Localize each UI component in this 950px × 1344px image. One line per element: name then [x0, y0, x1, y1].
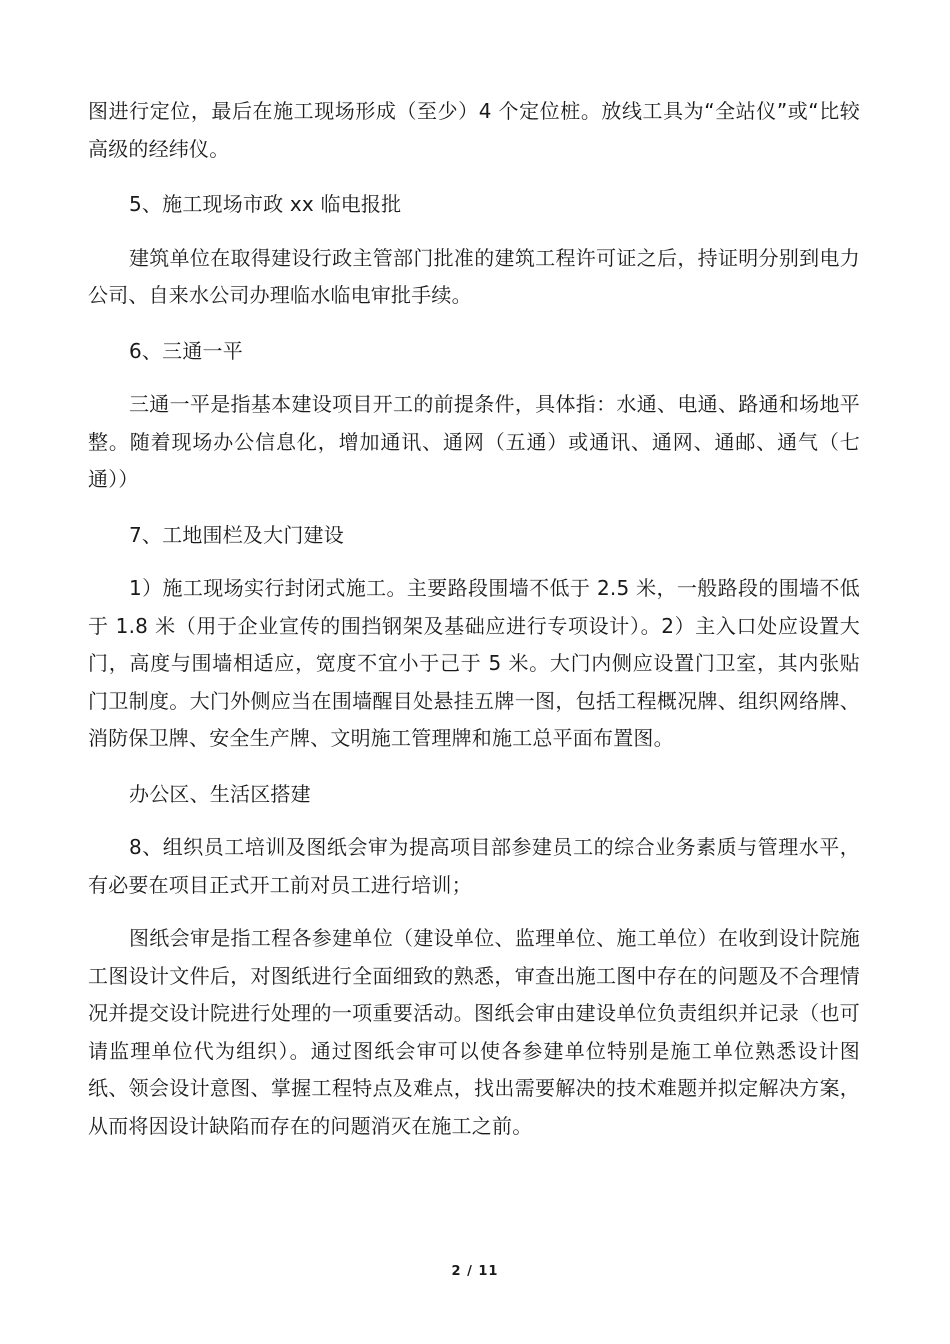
paragraph-three-connections: 三通一平是指基本建设项目开工的前提条件，具体指：水通、电通、路通和场地平整。随着现场办公信息化，增加通讯、通网（五通）或通讯、通网、通邮、通气（七通）） — [88, 392, 860, 491]
page-number: 2 / 11 — [451, 1264, 499, 1279]
document-body — [88, 93, 860, 1145]
section-heading-5: 5、施工现场市政 xx 临电报批 — [129, 192, 402, 216]
paragraph-fence-gate: 1）施工现场实行封闭式施工。主要路段围墙不低于 2.5 米，一般路段的围墙不低于 1.8 米（用于企业宣传的围挡钢架及基础应进行专项设计）。2）主入口处应设置大门，高度与围墙相适应，宽度不宜小于己于 5 米。大门内侧应设置门卫室，其内张贴门卫制度。大门外侧应当在围墙醒目处悬挂五牌一图，包括工程概况牌、组织网络牌、消防保卫牌、安全生产牌、文明施工管理牌和施工总平面布置图。 — [88, 576, 860, 750]
section-heading-office-area: 办公区、生活区搭建 — [129, 781, 311, 806]
paragraph-utility-approval: 建筑单位在取得建设行政主管部门批准的建筑工程许可证之后，持证明分别到电力公司、自来水公司办理临水临电审批手续。 — [88, 245, 860, 307]
paragraph-drawing-review: 图纸会审是指工程各参建单位（建设单位、监理单位、施工单位）在收到设计院施工图设计文件后，对图纸进行全面细致的熟悉，审查出施工图中存在的问题及不合理情况并提交设计院进行处理的一项重要活动。图纸会审由建设单位负责组织并记录（也可请监理单位代为组织）。通过图纸会审可以使各参建单位特别是施工单位熟悉设计图纸、领会设计意图、掌握工程特点及难点，找出需要解决的技术难题并拟定解决方案，从而将因设计缺陷而存在的问题消灭在施工之前。 — [88, 926, 860, 1138]
section-heading-6: 6、三通一平 — [129, 338, 243, 363]
section-heading-7: 7、工地围栏及大门建设 — [129, 522, 344, 547]
paragraph-continuation: 图进行定位，最后在施工现场形成（至少）4 个定位桩。放线工具为“全站仪”或“比较高级的经纬仪。 — [88, 99, 860, 161]
section-heading-8: 8、组织员工培训及图纸会审为提高项目部参建员工的综合业务素质与管理水平，有必要在项目正式开工前对员工进行培训； — [88, 835, 860, 897]
